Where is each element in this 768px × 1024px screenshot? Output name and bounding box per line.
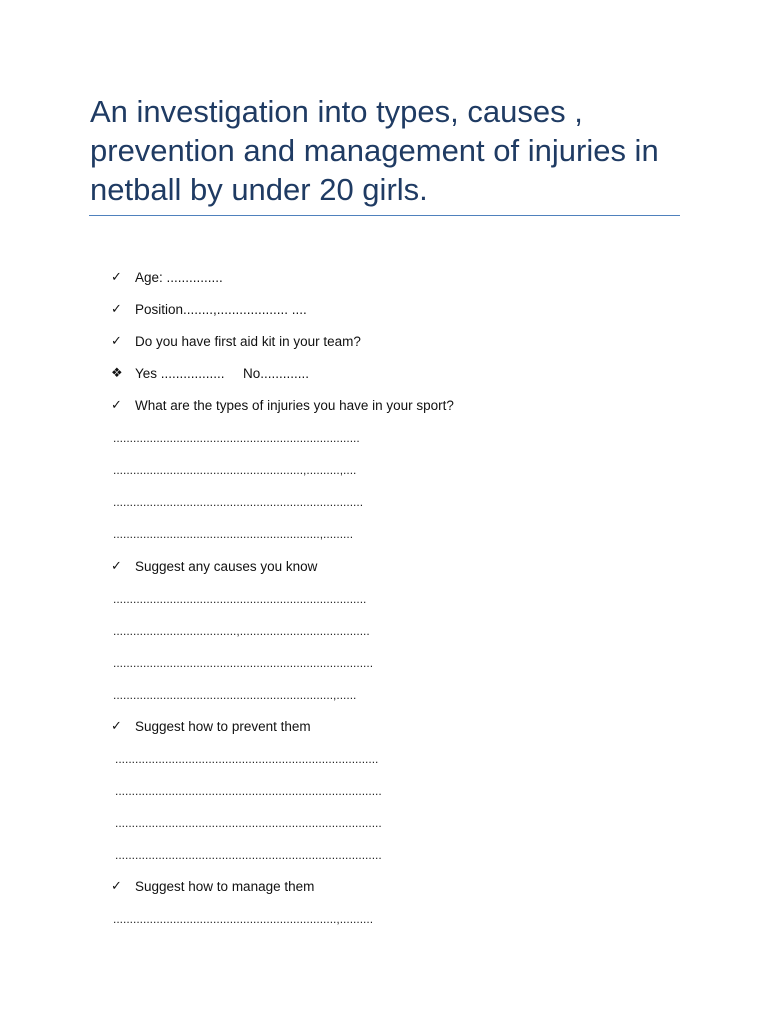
prevent-question: Suggest how to prevent them [135,719,311,734]
yes-field: Yes ................. [135,366,225,381]
answer-line: .......................................................................... [113,431,360,445]
answer-line: ..............................................................,......... [113,527,354,541]
answer-line: ................................................................................ [115,816,382,830]
answer-line: .............................................................................. [113,656,374,670]
answer-line: ............................................................................... [115,752,379,766]
no-field: No............. [243,366,310,381]
answer-line: ............................................................................ [113,592,367,606]
answer-line: .....................................,....................................... [113,624,370,638]
answer-line: ...................................................................,.......... [113,912,374,926]
check-icon: ✓ [111,558,122,573]
check-icon: ✓ [111,333,122,348]
causes-question: Suggest any causes you know [135,559,318,574]
answer-line: ................................................................................ [115,784,382,798]
check-icon: ✓ [111,397,122,412]
check-icon: ✓ [111,301,122,316]
answer-line: ........................................................................... [113,495,364,509]
check-icon: ✓ [111,718,122,733]
first-aid-question: Do you have first aid kit in your team? [135,334,361,349]
age-field: Age: ............... [135,270,223,285]
diamond-bullet-icon: ❖ [111,365,123,380]
answer-line: ..................................................................,...... [113,688,357,702]
answer-line: ................................................................................ [115,848,382,862]
title-rule [89,215,680,216]
check-icon: ✓ [111,269,122,284]
answer-line: .........................................................,..........,.... [113,463,357,477]
check-icon: ✓ [111,878,122,893]
position-field: Position........,................... .... [135,302,307,317]
page-title: An investigation into types, causes , prevention and management of injuries in netball by under 20 girls. [90,94,659,207]
types-question: What are the types of injuries you have in your sport? [135,398,454,413]
manage-question: Suggest how to manage them [135,879,315,894]
